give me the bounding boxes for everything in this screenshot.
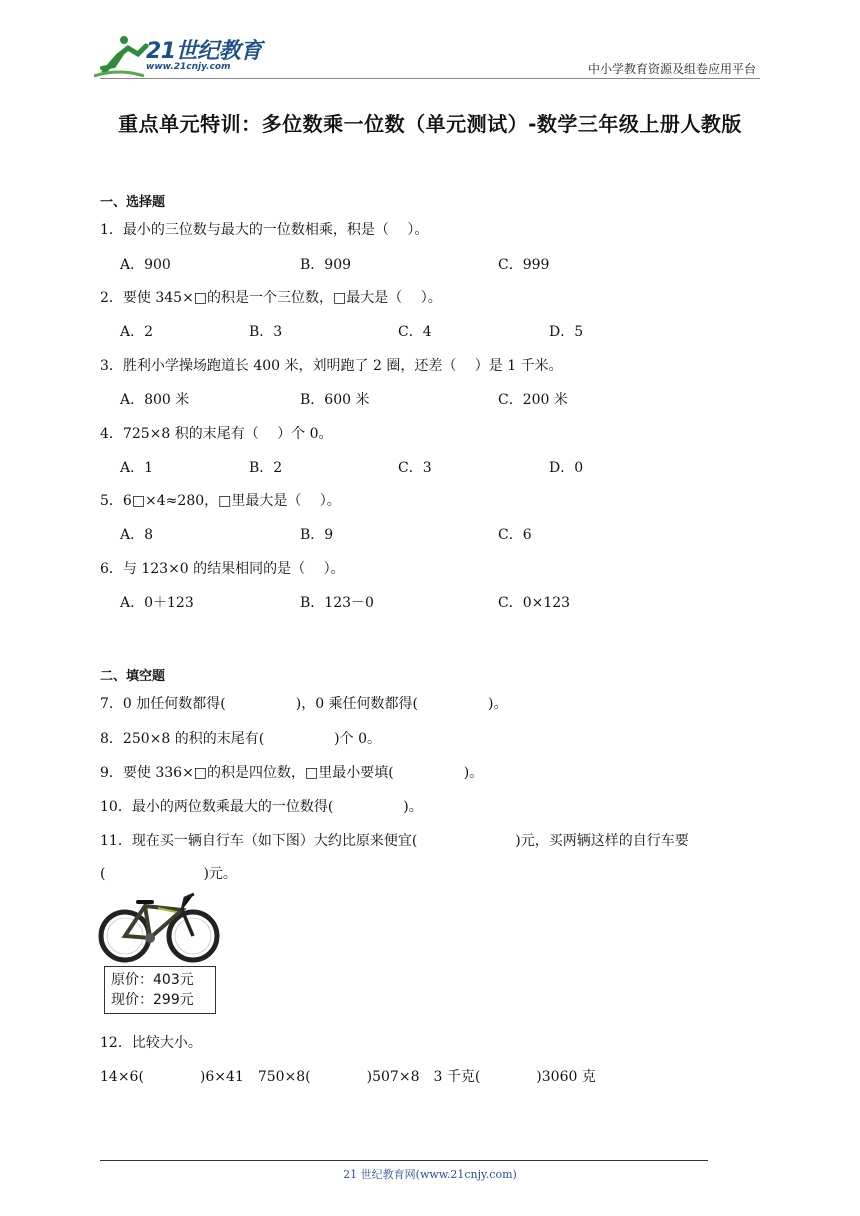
q3-option-b: B．600 米	[300, 392, 370, 408]
q1-option-a: A．900	[120, 257, 171, 273]
q4-option-c: C．3	[398, 460, 432, 476]
q2-option-b: B．3	[249, 324, 283, 340]
original-price: 原价：403元	[111, 972, 194, 988]
page-header	[0, 0, 860, 80]
q6-option-b: B．123－0	[300, 595, 374, 611]
question-1: 1．最小的三位数与最大的一位数相乘，积是（ ）。	[100, 222, 429, 238]
bicycle-icon	[98, 888, 220, 964]
question-12-items: 14×6( )6×41 750×8( )507×8 3 千克( )3060 克	[100, 1069, 596, 1085]
q4-option-a: A．1	[120, 460, 154, 476]
logo-text: 21世纪教育	[146, 39, 262, 64]
question-8: 8．250×8 的积的末尾有( )个 0。	[100, 731, 381, 747]
question-11-continued: ( )元。	[100, 866, 237, 882]
page-title: 重点单元特训：多位数乘一位数（单元测试）-数学三年级上册人教版	[118, 112, 742, 136]
question-3: 3．胜利小学操场跑道长 400 米，刘明跑了 2 圈，还差（ ）是 1 千米。	[100, 358, 563, 374]
current-price: 现价：299元	[111, 992, 194, 1008]
question-12: 12．比较大小。	[100, 1035, 202, 1051]
question-2: 2．要使 345×□的积是一个三位数，□最大是（ ）。	[100, 290, 442, 306]
q3-option-a: A．800 米	[120, 392, 190, 408]
q5-option-a: A．8	[120, 527, 154, 543]
footer-divider	[100, 1160, 708, 1161]
platform-label: 中小学教育资源及组卷应用平台	[587, 62, 756, 76]
question-7: 7．0 加任何数都得( )，0 乘任何数都得( )。	[100, 696, 508, 712]
q1-option-c: C．999	[498, 257, 550, 273]
q2-option-d: D．5	[549, 324, 584, 340]
q3-option-c: C．200 米	[498, 392, 568, 408]
question-6: 6．与 123×0 的结果相同的是（ ）。	[100, 561, 345, 577]
q1-option-b: B．909	[300, 257, 352, 273]
question-10: 10．最小的两位数乘最大的一位数得( )。	[100, 799, 423, 815]
logo-url: www.21cnjy.com	[146, 62, 231, 72]
q6-option-a: A．0＋123	[120, 595, 194, 611]
question-9: 9．要使 336×□的积是四位数，□里最小要填( )。	[100, 765, 484, 781]
section-heading-choice: 一、选择题	[100, 195, 166, 210]
header-divider	[100, 78, 760, 79]
q5-option-c: C．6	[498, 527, 532, 543]
q2-option-c: C．4	[398, 324, 432, 340]
q5-option-b: B．9	[300, 527, 334, 543]
q4-option-b: B．2	[249, 460, 283, 476]
q2-option-a: A．2	[120, 324, 154, 340]
q6-option-c: C．0×123	[498, 595, 571, 611]
price-tag	[104, 966, 216, 1014]
q4-option-d: D．0	[549, 460, 584, 476]
section-heading-fill: 二、填空题	[100, 669, 166, 684]
question-5: 5．6□×4≈280，□里最大是（ ）。	[100, 493, 341, 509]
question-4: 4．725×8 积的末尾有（ ）个 0。	[100, 426, 333, 442]
footer-text: 21 世纪教育网(www.21cnjy.com)	[343, 1168, 517, 1181]
question-11: 11．现在买一辆自行车（如下图）大约比原来便宜( )元，买两辆这样的自行车要	[100, 833, 689, 849]
